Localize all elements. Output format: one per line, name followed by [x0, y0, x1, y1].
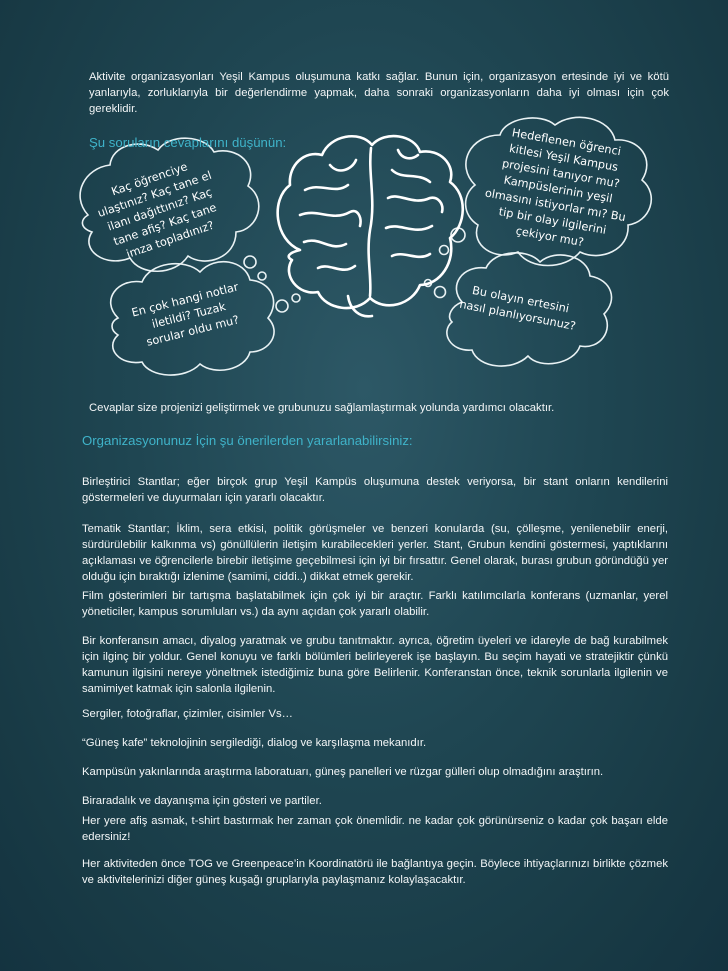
paragraph-4: Bir konferansın amacı, diyalog yaratmak ve grubu tanıtmaktır. ayrıca, öğretim üyeleri ve idareyle de bağ kurabilmek için ilginç bir yoldur. Genel konuyu ve farklı bölümleri belirleyerek işe başlayın. Bu seçim hayati ve stratejiktir çünkü kamunun ilgisini nereye yöneltmek istediğimiz buna göre Belirlenir. Konferanstan önce, teknik sorunlarla ilgilenin ve samimiyet katmak için salonla ilgilenin.	[82, 635, 668, 695]
paragraph-6: “Güneş kafe” teknolojinin sergilediği, dialog ve karşılaşma mekanıdır.	[82, 737, 427, 749]
bubble-text-bottom-right: Bu olayın ertesini nasıl planlıyorsunuz?	[458, 283, 577, 334]
bubble-text-bottom-left: En çok hangi notlar iletildi? Tuzak sorular oldu mu?	[130, 280, 241, 349]
paragraph-5: Sergiler, fotoğraflar, çizimler, cisimler Vs…	[82, 708, 293, 720]
questions-heading: Şu soruların cevaplarını düşünün:	[89, 135, 287, 150]
paragraph-10: Her aktiviteden önce TOG ve Greenpeace’in Koordinatörü ile bağlantıya geçin. Böylece ihtiyaçlarınızı birlikte çözmek ve aktivitelerinizi diğer güneş kuşağı gruplarıyla paylaşmanız kolaylaşacaktır.	[82, 858, 668, 886]
paragraph-7: Kampüsün yakınlarında araştırma laboratuarı, güneş panelleri ve rüzgar gülleri olup olmadığını araştırın.	[82, 766, 604, 778]
bubble-text-top-left: Kaç öğrenciye ulaştınız? Kaç tane el ilanı dağıttınız? Kaç tane afiş? Kaç tane imza topladınız?	[95, 160, 219, 261]
intro-paragraph: Aktivite organizasyonları Yeşil Kampus oluşumuna katkı sağlar. Bunun için, organizasyon ertesinde iyi ve kötü yanlarıyla, zorluklarıyla bir değerlendirme yapmak, daha sonraki organizasyonların daha iyi olması için çok gereklidir.	[89, 71, 669, 115]
paragraph-2: Tematik Stantlar; İklim, sera etkisi, politik görüşmeler ve benzeri konularda (su, çölleşme, yenilenebilir enerji, sürdürülebilir kalkınma vs) gönüllülerin iletişim kurabilecekleri yerler. Stant, Grubun kendini göstermesi, yaptıklarını açıklaması ve öğrencilerle birebir iletişime geçebilmesi için iyi bir fırsattır. Genel olarak, burası grubun göründüğü yer olduğu için bıraktığı izlenime (samimi, ciddi..) dikkat etmek gerekir.	[82, 523, 668, 583]
paragraph-9: Her yere afiş asmak, t-shirt bastırmak her zaman çok önemlidir. ne kadar çok görünürseniz o kadar çok başarı elde edersiniz!	[82, 815, 668, 843]
paragraph-1: Birleştirici Stantlar; eğer birçok grup Yeşil Kampüs oluşumuna destek veriyorsa, bir stant onların kendilerini göstermeleri ve duyurmaları için yararlı olacaktır.	[82, 476, 668, 504]
paragraph-8: Biraradalık ve dayanışma için gösteri ve partiler.	[82, 795, 322, 807]
answers-note: Cevaplar size projenizi geliştirmek ve grubunuzu sağlamlaştırmak yolunda yardımcı olacaktır.	[89, 402, 555, 414]
bubble-text-top-right: Hedeflenen öğrenci kitlesi Yeşil Kampus projesini tanıyor mu? Kampüslerinin yeşil olmasını istiyorlar mı? Bu tip bir olay ilgilerini çekiyor mu?	[483, 126, 627, 250]
paragraph-3: Film gösterimleri bir tartışma başlatabilmek için çok iyi bir araçtır. Farklı katılımcılarla konferans (uzmanlar, yerel yöneticiler, kampus sorumluları vs.) da aynı açıdan çok yararlı olabilir.	[82, 590, 668, 618]
suggestions-heading: Organizasyonunuz İçin şu önerilerden yararlanabilirsiniz:	[82, 433, 413, 448]
